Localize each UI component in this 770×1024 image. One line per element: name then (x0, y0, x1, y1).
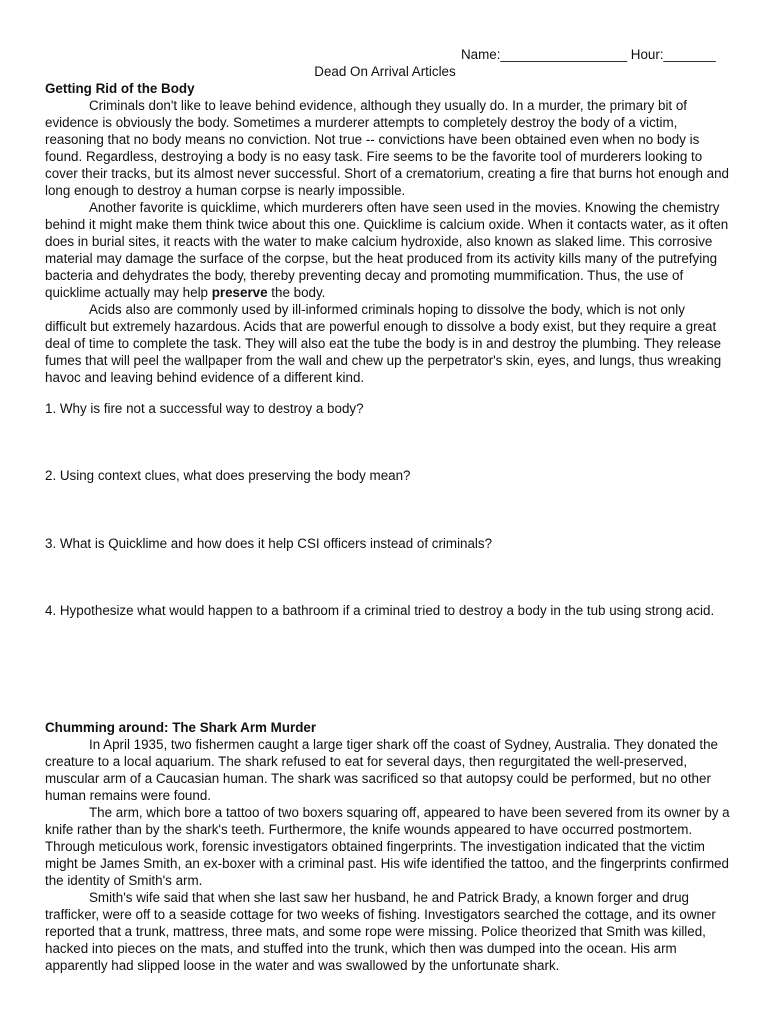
name-field-label: Name:_________________ (461, 47, 628, 62)
paragraph: Smith's wife said that when she last saw her husband, he and Patrick Brady, a known forger and drug trafficker, were off to a seaside cottage for two weeks of fishing. Investigators searched the cottage, and its owner reported that a trunk, mattress, three mats, and some rope were missing. Police theorized that Smith was killed, hacked into pieces on the mats, and stuffed into the trunk, which then was dumped into the ocean. His arm apparently had slipped loose in the water and was swallowed by the unfortunate shark. (45, 890, 716, 973)
bold-keyword: preserve (211, 285, 268, 300)
question-1: 1. Why is fire not a successful way to destroy a body? (45, 401, 364, 416)
page-title: Dead On Arrival Articles (314, 64, 456, 79)
paragraph: Acids also are commonly used by ill-informed criminals hoping to dissolve the body, which is not only difficult but extremely hazardous. Acids that are powerful enough to dissolve a body exist, but they require a great deal of time to complete the task. They will also eat the tube the body is in and destroy the plumbing. They release fumes that will peel the wallpaper from the wall and chew up the perpetrator's skin, eyes, and lungs, thus wreaking havoc and leaving behind evidence of a different kind. (45, 302, 722, 385)
hour-field-label: Hour:_______ (630, 47, 716, 62)
paragraph (45, 199, 730, 301)
paragraph: Criminals don't like to leave behind evidence, although they usually do. In a murder, the primary bit of evidence is obviously the body. Sometimes a murderer attempts to completely destroy the body of a victim, reasoning that no body means no conviction. Not true -- convictions have been obtained even when no body is found. Regardless, destroying a body is no easy task. Fire seems to be the favorite tool of murderers looking to cover their tracks, but its almost never successful. Short of a crematorium, creating a fire that burns hot enough and long enough to destroy a human corpse is nearly impossible. (45, 98, 729, 198)
paragraph: In April 1935, two fishermen caught a large tiger shark off the coast of Sydney, Australia. They donated the creature to a local aquarium. The shark refused to eat for several days, then regurgitated the well-preserved, muscular arm of a Caucasian human. The shark was sacrificed so that autopsy could be performed, but no other human remains were found. (45, 737, 718, 803)
paragraph-text: Another favorite is quicklime, which murderers often have seen used in the movies. Knowing the chemistry behind it might make them think twice about this one. Quicklime is calcium oxide. When it contacts water, as it often does in burial sites, it reacts with the water to make calcium hydroxide, also known as slaked lime. This corrosive material may damage the surface of the corpse, but the heat produced from its activity kills many of the putrefying bacteria and dehydrates the body, thereby preventing decay and promoting mummification. Thus, the use of quicklime actually may help (45, 200, 729, 300)
question-3: 3. What is Quicklime and how does it help CSI officers instead of criminals? (45, 536, 493, 551)
section-heading: Chumming around: The Shark Arm Murder (45, 720, 317, 735)
question-4: 4. Hypothesize what would happen to a bathroom if a criminal tried to destroy a body in the tub using strong acid. (45, 603, 715, 618)
article-getting-rid-of-body (45, 80, 730, 386)
name-hour-line (461, 46, 716, 63)
section-heading: Getting Rid of the Body (45, 81, 195, 96)
question-2: 2. Using context clues, what does preserving the body mean? (45, 468, 411, 483)
article-shark-arm-murder (45, 719, 730, 974)
paragraph-text: the body. (267, 285, 326, 300)
paragraph: The arm, which bore a tattoo of two boxers squaring off, appeared to have been severed from its owner by a knife rather than by the shark's teeth. Furthermore, the knife wounds appeared to have occurred postmortem. Through meticulous work, forensic investigators obtained fingerprints. The investigation indicated that the victim might be James Smith, an ex-boxer with a criminal past. His wife identified the tattoo, and the fingerprints confirmed the identity of Smith's arm. (45, 805, 730, 888)
